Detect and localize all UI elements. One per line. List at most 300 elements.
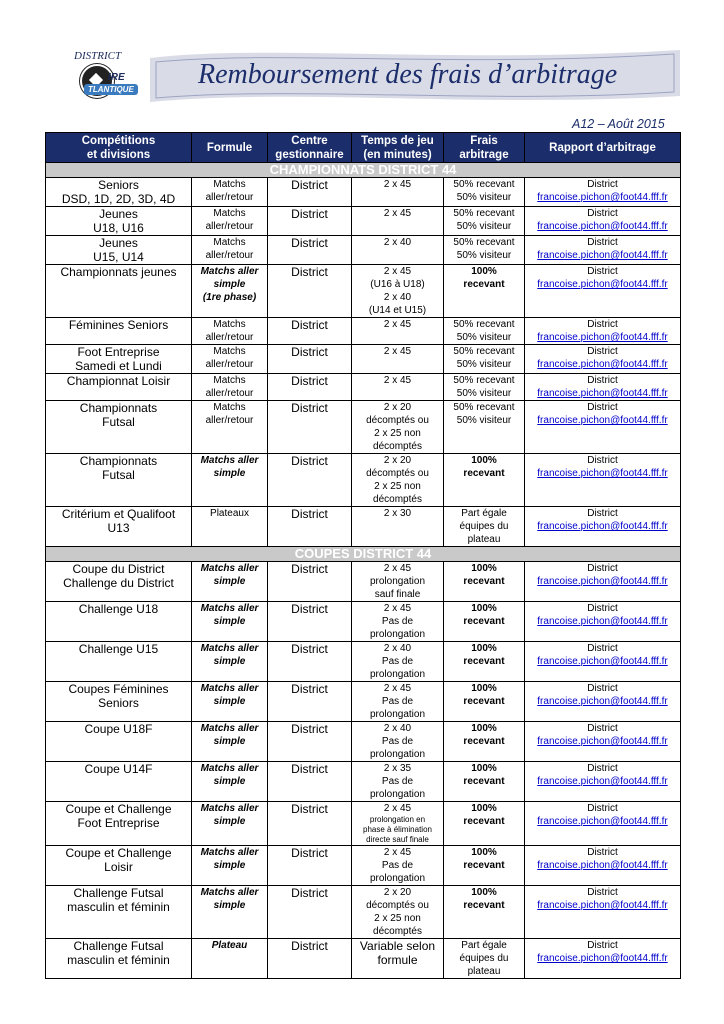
cell-line: 50% recevant xyxy=(453,237,515,248)
email-link[interactable]: francoise.pichon@foot44.fff.fr xyxy=(537,332,668,343)
competition-cell xyxy=(46,602,192,642)
formule-cell xyxy=(192,318,268,345)
cell-line: Matchs xyxy=(213,319,246,330)
cell-line: simple xyxy=(213,616,246,627)
rapport-district: District xyxy=(587,763,618,774)
rapport-district: District xyxy=(587,803,618,814)
temps-cell xyxy=(352,178,444,207)
cell-line: (1re phase) xyxy=(202,292,257,303)
table-row xyxy=(46,682,681,722)
formule-cell xyxy=(192,722,268,762)
cell-line: 50% visiteur xyxy=(456,250,512,261)
cell-line: Seniors xyxy=(98,696,139,710)
cell-line: 50% recevant xyxy=(453,208,515,219)
rapport-district: District xyxy=(587,643,618,654)
cell-line: plateau xyxy=(467,966,501,977)
rapport-district: District xyxy=(587,887,618,898)
rapport-district: District xyxy=(587,208,618,219)
competition-cell xyxy=(46,265,192,318)
cell-line: 2 x 45 xyxy=(383,603,412,614)
cell-line: 100% xyxy=(471,643,497,654)
cell-line: aller/retour xyxy=(205,221,254,232)
cell-line: simple xyxy=(213,816,246,827)
cell-line: Jeunes xyxy=(99,236,138,250)
cell-line: prolongation xyxy=(369,576,426,587)
table-row xyxy=(46,802,681,846)
cell-line: 100% xyxy=(471,803,497,814)
rapport-cell xyxy=(525,374,681,401)
cell-line: 2 x 45 xyxy=(383,179,412,190)
table-row xyxy=(46,507,681,547)
cell-line: 100% xyxy=(471,683,497,694)
centre-cell: District xyxy=(268,602,352,642)
frais-cell xyxy=(444,318,525,345)
temps-cell xyxy=(352,682,444,722)
cell-line: 2 x 25 non xyxy=(374,913,421,924)
cell-line: 50% visiteur xyxy=(456,415,512,426)
cell-line: sauf finale xyxy=(374,589,421,600)
rapport-district: District xyxy=(587,940,618,951)
email-link[interactable]: francoise.pichon@foot44.fff.fr xyxy=(537,616,668,627)
cell-line: Critérium et Qualifoot xyxy=(61,507,176,521)
cell-line: 2 x 40 xyxy=(383,723,412,734)
email-link[interactable]: francoise.pichon@foot44.fff.fr xyxy=(537,468,668,479)
cell-line: prolongation xyxy=(369,709,426,720)
temps-cell xyxy=(352,722,444,762)
cell-line: Variable selon xyxy=(359,939,436,953)
section-coupes xyxy=(46,547,681,562)
competition-cell xyxy=(46,682,192,722)
cell-line: 2 x 45 xyxy=(383,319,412,330)
cell-line: Part égale xyxy=(461,508,507,519)
header-formule: Formule xyxy=(192,133,268,163)
title-banner xyxy=(150,46,680,104)
formule-cell xyxy=(192,939,268,979)
rapport-cell xyxy=(525,939,681,979)
rapport-cell xyxy=(525,602,681,642)
cell-line: Seniors xyxy=(98,178,139,192)
cell-line: Pas de xyxy=(381,616,414,627)
centre-cell: District xyxy=(268,374,352,401)
cell-line: 2 x 20 xyxy=(383,455,412,466)
table-row xyxy=(46,602,681,642)
cell-line: 2 x 45 xyxy=(383,375,412,386)
cell-line: 50% visiteur xyxy=(456,192,512,203)
cell-line: U15, U14 xyxy=(93,250,144,264)
cell-line: Challenge U18 xyxy=(78,602,159,616)
cell-line: Matchs aller xyxy=(200,643,259,654)
rapport-cell xyxy=(525,345,681,374)
email-link[interactable]: francoise.pichon@foot44.fff.fr xyxy=(537,576,668,587)
cell-line: recevant xyxy=(463,860,505,871)
cell-line: Matchs aller xyxy=(200,803,259,814)
formule-cell xyxy=(192,345,268,374)
email-link[interactable]: francoise.pichon@foot44.fff.fr xyxy=(537,192,668,203)
cell-line: Matchs aller xyxy=(200,847,259,858)
cell-line: Plateaux xyxy=(210,508,249,519)
cell-line: aller/retour xyxy=(205,332,254,343)
cell-line: 2 x 45 xyxy=(383,563,412,574)
centre-cell: District xyxy=(268,802,352,846)
competition-cell xyxy=(46,507,192,547)
cell-line: aller/retour xyxy=(205,388,254,399)
cell-line: prolongation xyxy=(369,873,426,884)
competition-cell xyxy=(46,886,192,939)
cell-line: Matchs xyxy=(213,346,246,357)
cell-line: 100% xyxy=(471,763,497,774)
formule-cell xyxy=(192,682,268,722)
competition-cell xyxy=(46,207,192,236)
cell-line: directe sauf finale xyxy=(366,835,429,844)
cell-line: (U14 et U15) xyxy=(368,305,427,316)
temps-cell xyxy=(352,374,444,401)
cell-line: simple xyxy=(213,860,246,871)
email-link[interactable]: francoise.pichon@foot44.fff.fr xyxy=(537,250,668,261)
cell-line: Challenge Futsal xyxy=(73,886,164,900)
temps-cell xyxy=(352,507,444,547)
temps-cell xyxy=(352,846,444,886)
frais-cell xyxy=(444,454,525,507)
temps-cell xyxy=(352,454,444,507)
rapport-cell xyxy=(525,265,681,318)
cell-line: 100% xyxy=(471,455,497,466)
formule-cell xyxy=(192,602,268,642)
centre-cell: District xyxy=(268,178,352,207)
cell-line: Matchs aller xyxy=(200,723,259,734)
cell-line: 50% visiteur xyxy=(456,332,512,343)
rapport-district: District xyxy=(587,319,618,330)
centre-cell: District xyxy=(268,318,352,345)
header-temps: Temps de jeu (en minutes) xyxy=(352,133,444,163)
cell-line: aller/retour xyxy=(205,192,254,203)
frais-cell xyxy=(444,602,525,642)
section-championnats xyxy=(46,163,681,178)
cell-line: recevant xyxy=(463,900,505,911)
centre-cell: District xyxy=(268,562,352,602)
cell-line: simple xyxy=(213,736,246,747)
frais-cell xyxy=(444,562,525,602)
rapport-cell xyxy=(525,562,681,602)
cell-line: Coupes Féminines xyxy=(68,682,169,696)
temps-cell xyxy=(352,345,444,374)
cell-line: Pas de xyxy=(381,776,414,787)
email-link[interactable]: francoise.pichon@foot44.fff.fr xyxy=(537,696,668,707)
frais-cell xyxy=(444,939,525,979)
logo-atlantique-text: TLANTIQUE xyxy=(84,84,138,95)
cell-line: 100% xyxy=(471,723,497,734)
cell-line: 2 x 20 xyxy=(383,887,412,898)
cell-line: Matchs xyxy=(213,208,246,219)
email-link[interactable]: francoise.pichon@foot44.fff.fr xyxy=(537,388,668,399)
district-logo xyxy=(68,50,150,100)
email-link[interactable]: francoise.pichon@foot44.fff.fr xyxy=(537,953,668,964)
cell-line: décomptés xyxy=(373,441,422,452)
email-link[interactable]: francoise.pichon@foot44.fff.fr xyxy=(537,359,668,370)
table-row xyxy=(46,236,681,265)
cell-line: Futsal xyxy=(102,468,135,482)
centre-cell: District xyxy=(268,454,352,507)
cell-line: simple xyxy=(213,468,246,479)
cell-line: Samedi et Lundi xyxy=(75,359,162,373)
rapport-cell xyxy=(525,682,681,722)
cell-line: Coupe U14F xyxy=(84,762,153,776)
email-link[interactable]: francoise.pichon@foot44.fff.fr xyxy=(537,860,668,871)
cell-line: masculin et féminin xyxy=(67,953,170,967)
frais-cell xyxy=(444,642,525,682)
frais-cell xyxy=(444,762,525,802)
formule-cell xyxy=(192,507,268,547)
email-link[interactable]: francoise.pichon@foot44.fff.fr xyxy=(537,415,668,426)
temps-cell xyxy=(352,562,444,602)
email-link[interactable]: francoise.pichon@foot44.fff.fr xyxy=(537,900,668,911)
frais-cell xyxy=(444,178,525,207)
email-link[interactable]: francoise.pichon@foot44.fff.fr xyxy=(537,736,668,747)
logo-district-text: DISTRICT xyxy=(74,50,122,62)
cell-line: recevant xyxy=(463,816,505,827)
cell-line: 2 x 45 xyxy=(383,208,412,219)
cell-line: prolongation en xyxy=(369,815,426,824)
competition-cell xyxy=(46,236,192,265)
rapport-district: District xyxy=(587,603,618,614)
cell-line: décomptés ou xyxy=(366,468,429,479)
table-row xyxy=(46,374,681,401)
formule-cell xyxy=(192,178,268,207)
competition-cell xyxy=(46,846,192,886)
cell-line: U18, U16 xyxy=(93,221,144,235)
frais-cell xyxy=(444,682,525,722)
table-row xyxy=(46,642,681,682)
cell-line: 50% visiteur xyxy=(456,221,512,232)
centre-cell: District xyxy=(268,939,352,979)
cell-line: 50% recevant xyxy=(453,346,515,357)
cell-line: Matchs xyxy=(213,375,246,386)
cell-line: 2 x 40 xyxy=(383,292,412,303)
competition-cell xyxy=(46,562,192,602)
cell-line: Coupe U18F xyxy=(84,722,153,736)
temps-cell xyxy=(352,207,444,236)
rapport-district: District xyxy=(587,346,618,357)
cell-line: 2 x 45 xyxy=(383,803,412,814)
cell-line: formule xyxy=(377,953,418,967)
rapport-cell xyxy=(525,762,681,802)
competition-cell xyxy=(46,722,192,762)
cell-line: 50% recevant xyxy=(453,402,515,413)
cell-line: masculin et féminin xyxy=(67,900,170,914)
table-row xyxy=(46,454,681,507)
cell-line: décomptés ou xyxy=(366,900,429,911)
rapport-district: District xyxy=(587,455,618,466)
cell-line: Matchs aller xyxy=(200,683,259,694)
cell-line: 100% xyxy=(471,266,497,277)
formule-cell xyxy=(192,236,268,265)
competition-cell xyxy=(46,762,192,802)
temps-cell xyxy=(352,265,444,318)
cell-line: équipes du xyxy=(459,521,509,532)
frais-cell xyxy=(444,886,525,939)
section-coupes-title: COUPES DISTRICT 44 xyxy=(46,547,681,562)
cell-line: Coupe du District xyxy=(72,562,165,576)
rapport-cell xyxy=(525,178,681,207)
cell-line: Matchs aller xyxy=(200,763,259,774)
centre-cell: District xyxy=(268,846,352,886)
competition-cell xyxy=(46,939,192,979)
email-link[interactable]: francoise.pichon@foot44.fff.fr xyxy=(537,279,668,290)
temps-cell xyxy=(352,886,444,939)
rapport-cell xyxy=(525,454,681,507)
temps-cell xyxy=(352,642,444,682)
table-row xyxy=(46,265,681,318)
header-centre: Centre gestionnaire xyxy=(268,133,352,163)
competition-cell xyxy=(46,642,192,682)
cell-line: 50% recevant xyxy=(453,319,515,330)
cell-line: équipes du xyxy=(459,953,509,964)
temps-cell xyxy=(352,939,444,979)
formule-cell xyxy=(192,802,268,846)
cell-line: simple xyxy=(213,776,246,787)
cell-line: 50% visiteur xyxy=(456,359,512,370)
cell-line: U13 xyxy=(107,521,130,535)
header-rapport: Rapport d’arbitrage xyxy=(525,133,681,163)
rapport-cell xyxy=(525,507,681,547)
cell-line: Matchs xyxy=(213,179,246,190)
cell-line: Féminines Seniors xyxy=(68,318,169,332)
table-row xyxy=(46,207,681,236)
frais-cell xyxy=(444,345,525,374)
centre-cell: District xyxy=(268,642,352,682)
cell-line: aller/retour xyxy=(205,250,254,261)
cell-line: 100% xyxy=(471,847,497,858)
fees-table xyxy=(45,132,681,979)
cell-line: recevant xyxy=(463,776,505,787)
cell-line: Jeunes xyxy=(99,207,138,221)
cell-line: recevant xyxy=(463,468,505,479)
cell-line: Foot Entreprise xyxy=(77,345,160,359)
cell-line: Challenge du District xyxy=(63,576,174,590)
competition-cell xyxy=(46,374,192,401)
email-link[interactable]: francoise.pichon@foot44.fff.fr xyxy=(537,521,668,532)
cell-line: Matchs xyxy=(213,402,246,413)
header-frais: Frais arbitrage xyxy=(444,133,525,163)
cell-line: 100% xyxy=(471,563,497,574)
rapport-cell xyxy=(525,642,681,682)
formule-cell xyxy=(192,846,268,886)
rapport-cell xyxy=(525,722,681,762)
cell-line: décomptés ou xyxy=(366,415,429,426)
cell-line: 50% recevant xyxy=(453,179,515,190)
rapport-district: District xyxy=(587,847,618,858)
table-row xyxy=(46,178,681,207)
frais-cell xyxy=(444,265,525,318)
logo-loire-text: IRE xyxy=(108,72,125,83)
cell-line: Matchs aller xyxy=(200,455,259,466)
cell-line: décomptés xyxy=(373,926,422,937)
cell-line: Championnats xyxy=(79,401,158,415)
cell-line: 2 x 45 xyxy=(383,346,412,357)
cell-line: prolongation xyxy=(369,669,426,680)
cell-line: recevant xyxy=(463,736,505,747)
frais-cell xyxy=(444,207,525,236)
cell-line: 2 x 40 xyxy=(383,237,412,248)
email-link[interactable]: francoise.pichon@foot44.fff.fr xyxy=(537,816,668,827)
frais-cell xyxy=(444,802,525,846)
competition-cell xyxy=(46,401,192,454)
cell-line: Matchs aller xyxy=(200,563,259,574)
centre-cell: District xyxy=(268,682,352,722)
frais-cell xyxy=(444,846,525,886)
cell-line: décomptés xyxy=(373,494,422,505)
header-competitions: Compétitions et divisions xyxy=(46,133,192,163)
cell-line: 50% recevant xyxy=(453,375,515,386)
cell-line: aller/retour xyxy=(205,359,254,370)
cell-line: recevant xyxy=(463,279,505,290)
temps-cell xyxy=(352,318,444,345)
cell-line: 2 x 35 xyxy=(383,763,412,774)
competition-cell xyxy=(46,454,192,507)
page-title: Remboursement des frais d’arbitrage xyxy=(198,59,618,90)
centre-cell: District xyxy=(268,345,352,374)
formule-cell xyxy=(192,454,268,507)
frais-cell xyxy=(444,374,525,401)
cell-line: plateau xyxy=(467,534,501,545)
cell-line: 2 x 40 xyxy=(383,643,412,654)
table-row xyxy=(46,939,681,979)
email-link[interactable]: francoise.pichon@foot44.fff.fr xyxy=(537,776,668,787)
rapport-cell xyxy=(525,207,681,236)
cell-line: 100% xyxy=(471,603,497,614)
rapport-cell xyxy=(525,236,681,265)
cell-line: prolongation xyxy=(369,789,426,800)
temps-cell xyxy=(352,802,444,846)
cell-line: Matchs aller xyxy=(200,266,259,277)
document-reference: A12 – Août 2015 xyxy=(572,117,665,131)
formule-cell xyxy=(192,207,268,236)
cell-line: Matchs xyxy=(213,237,246,248)
table-row xyxy=(46,886,681,939)
email-link[interactable]: francoise.pichon@foot44.fff.fr xyxy=(537,221,668,232)
cell-line: simple xyxy=(213,696,246,707)
table-row xyxy=(46,401,681,454)
cell-line: 100% xyxy=(471,887,497,898)
rapport-district: District xyxy=(587,375,618,386)
cell-line: DSD, 1D, 2D, 3D, 4D xyxy=(61,192,176,206)
formule-cell xyxy=(192,762,268,802)
formule-cell xyxy=(192,562,268,602)
rapport-district: District xyxy=(587,402,618,413)
cell-line: Challenge U15 xyxy=(78,642,159,656)
cell-line: 50% visiteur xyxy=(456,388,512,399)
cell-line: Pas de xyxy=(381,860,414,871)
cell-line: 2 x 25 non xyxy=(374,481,421,492)
cell-line: Pas de xyxy=(381,696,414,707)
cell-line: 2 x 25 non xyxy=(374,428,421,439)
rapport-district: District xyxy=(587,179,618,190)
rapport-cell xyxy=(525,846,681,886)
cell-line: 2 x 45 xyxy=(383,683,412,694)
cell-line: simple xyxy=(213,900,246,911)
temps-cell xyxy=(352,236,444,265)
email-link[interactable]: francoise.pichon@foot44.fff.fr xyxy=(537,656,668,667)
cell-line: Championnats jeunes xyxy=(60,265,177,279)
temps-cell xyxy=(352,602,444,642)
rapport-district: District xyxy=(587,237,618,248)
formule-cell xyxy=(192,265,268,318)
cell-line: prolongation xyxy=(369,749,426,760)
cell-line: Championnat Loisir xyxy=(66,374,171,388)
table-row xyxy=(46,318,681,345)
competition-cell xyxy=(46,178,192,207)
cell-line: Matchs aller xyxy=(200,603,259,614)
cell-line: 2 x 45 xyxy=(383,847,412,858)
